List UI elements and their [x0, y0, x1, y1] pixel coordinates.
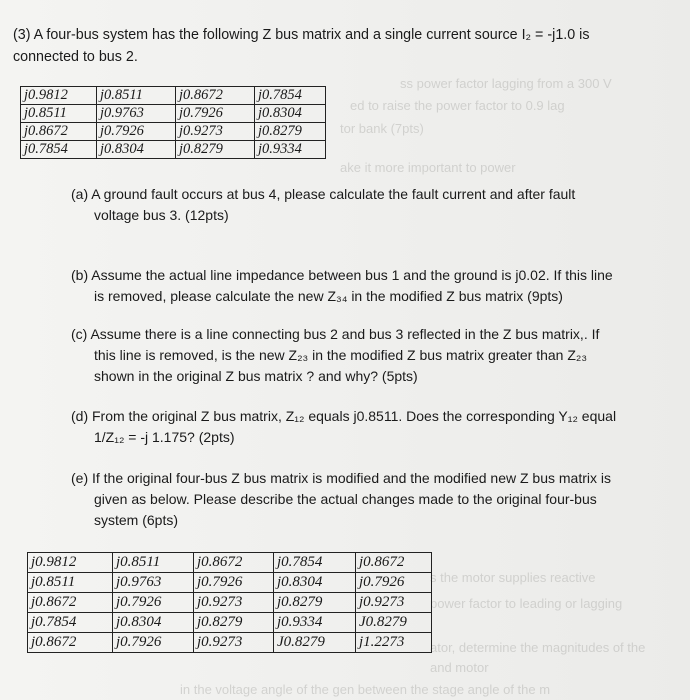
bleed-through-text: power factor to leading or lagging	[430, 596, 623, 611]
question-c-line: this line is removed, is the new Z₂₃ in the modified Z bus matrix greater than Z₂₃	[94, 347, 588, 363]
table-row	[21, 87, 326, 105]
table-row	[28, 593, 432, 613]
table-cell: j0.8511	[97, 87, 176, 105]
table-cell: j0.9334	[274, 613, 356, 633]
question-e-line: system (6pts)	[94, 512, 179, 528]
table-row	[28, 553, 432, 573]
table-cell: J0.8279	[274, 633, 356, 653]
table-cell: j0.8511	[21, 105, 97, 123]
table-cell: j0.9812	[21, 87, 97, 105]
bleed-through-text: tor bank (7pts)	[340, 121, 424, 136]
question-d-line: (d) From the original Z bus matrix, Z₁₂ equals j0.8511. Does the corresponding Y₁₂ equal	[71, 408, 617, 424]
table-cell: j0.7854	[255, 87, 326, 105]
table-cell: j0.7926	[356, 573, 432, 593]
table-row	[21, 141, 326, 159]
table-cell: j0.7926	[113, 593, 194, 613]
table-cell: j0.7926	[176, 105, 255, 123]
table-row	[28, 573, 432, 593]
question-c-line: (c) Assume there is a line connecting bus 2 and bus 3 reflected in the Z bus matrix,. If	[71, 326, 600, 342]
question-b-line: is removed, please calculate the new Z₃₄ in the modified Z bus matrix (9pts)	[94, 288, 563, 304]
table-cell: j0.8279	[176, 141, 255, 159]
bleed-through-text: ed to raise the power factor to 0.9 lag	[350, 98, 565, 113]
table-row	[21, 123, 326, 141]
question-a-line: (a) A ground fault occurs at bus 4, please calculate the fault current and after fault	[71, 186, 576, 202]
question-d	[71, 406, 671, 448]
table-row	[21, 105, 326, 123]
table-cell: j0.9273	[194, 633, 274, 653]
table-cell: j0.8672	[356, 553, 432, 573]
table-cell: j0.8511	[113, 553, 194, 573]
table-cell: j0.9763	[97, 105, 176, 123]
question-a	[71, 184, 671, 226]
table-cell: j0.8672	[28, 633, 113, 653]
table-cell: j0.9273	[194, 593, 274, 613]
table-cell: j0.7926	[194, 573, 274, 593]
problem-intro-line1: (3) A four-bus system has the following Z bus matrix and a single current source I₂ = -j1.0 is	[13, 27, 590, 43]
table-cell: j0.9763	[113, 573, 194, 593]
table-cell: j0.8304	[255, 105, 326, 123]
table-cell: j0.9273	[356, 593, 432, 613]
table-cell: j0.9334	[255, 141, 326, 159]
question-e	[71, 468, 671, 531]
table-cell: j0.8279	[255, 123, 326, 141]
question-e-line: given as below. Please describe the actual changes made to the original four-bus	[94, 491, 597, 507]
bleed-through-text: ator, determine the magnitudes of the	[430, 640, 646, 655]
question-c	[71, 324, 671, 387]
table-row	[28, 633, 432, 653]
table-cell: j1.2273	[356, 633, 432, 653]
bleed-through-text: ake it more important to power	[340, 160, 516, 175]
problem-intro-line2: connected to bus 2.	[13, 49, 138, 65]
table-cell: j0.8672	[21, 123, 97, 141]
table-cell: j0.8279	[274, 593, 356, 613]
bleed-through-text: s the motor supplies reactive	[430, 570, 596, 585]
question-b-line: (b) Assume the actual line impedance between bus 1 and the ground is j0.02. If this line	[71, 267, 613, 283]
table-cell: j0.9273	[176, 123, 255, 141]
question-d-line: 1/Z₁₂ = -j 1.175? (2pts)	[94, 429, 235, 445]
table-cell: j0.7854	[28, 613, 113, 633]
question-e-line: (e) If the original four-bus Z bus matrix is modified and the modified new Z bus matrix is	[71, 470, 611, 486]
table-cell: j0.8511	[28, 573, 113, 593]
table-row	[28, 613, 432, 633]
table-cell: j0.8672	[28, 593, 113, 613]
bleed-through-text: and motor	[430, 660, 489, 675]
bleed-through-text: in the voltage angle of the gen between the stage angle of the m	[180, 682, 551, 697]
question-c-line: shown in the original Z bus matrix ? and why? (5pts)	[94, 368, 418, 384]
table-cell: J0.8279	[356, 613, 432, 633]
table-cell: j0.9812	[28, 553, 113, 573]
table-cell: j0.8304	[274, 573, 356, 593]
table-cell: j0.7854	[21, 141, 97, 159]
question-b	[71, 265, 671, 307]
table-cell: j0.8672	[176, 87, 255, 105]
zbus-original-table	[20, 86, 326, 159]
table-cell: j0.7926	[97, 123, 176, 141]
table-cell: j0.8672	[194, 553, 274, 573]
zbus-modified-table	[27, 552, 432, 653]
table-cell: j0.7926	[113, 633, 194, 653]
bleed-through-text: ss power factor lagging from a 300 V	[400, 76, 612, 91]
table-cell: j0.7854	[274, 553, 356, 573]
table-cell: j0.8279	[194, 613, 274, 633]
question-a-line: voltage bus 3. (12pts)	[94, 207, 229, 223]
table-cell: j0.8304	[113, 613, 194, 633]
table-cell: j0.8304	[97, 141, 176, 159]
